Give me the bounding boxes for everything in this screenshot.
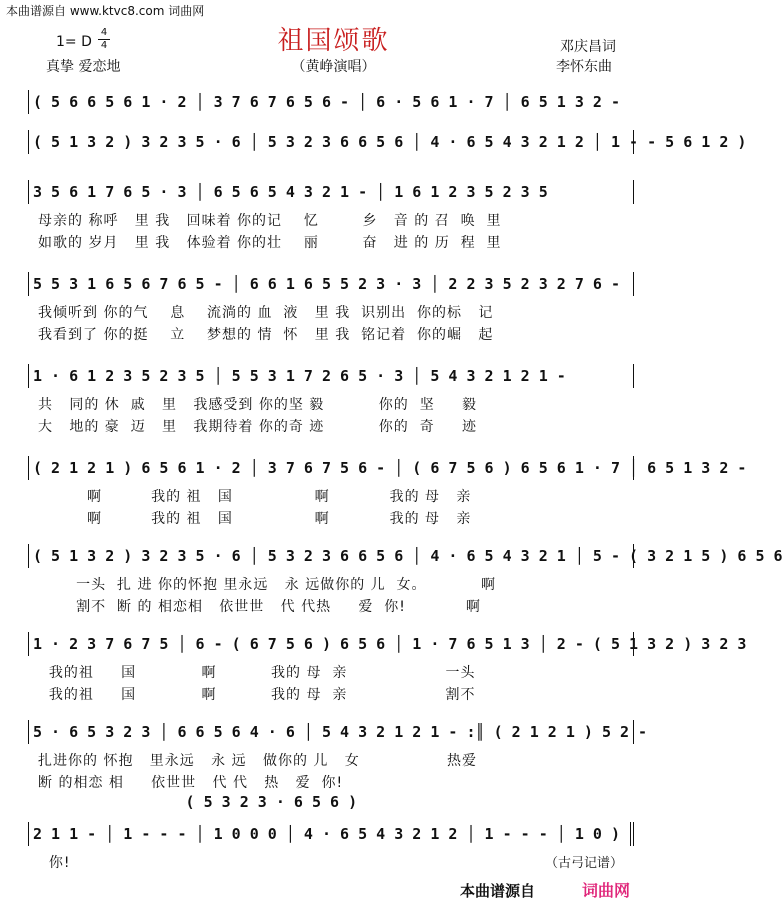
lyric-verse-2: 断 的相恋 相 依世世 代 代 热 爱 你!	[38, 775, 344, 791]
lyric-verse-2: 我看到了 你的挺 立 梦想的 情 怀 里 我 铭记着 你的崛 起	[38, 327, 494, 343]
tempo-mood: 真挚 爱恋地	[46, 59, 121, 75]
notation-line: ( 5 1 3 2 ) 3 2 3 5 · 6 │ 5 3 2 3 6 6 5 6 │ 4 · 6 5 4 3 2 1 2 │ 1 - - 5 6 1 2 )	[28, 130, 634, 154]
watermark-bottom-left: 本曲谱源自	[460, 882, 536, 900]
lyric-verse-2: 我的祖 国 啊 我的 母 亲 割不	[38, 687, 476, 703]
key-signature: 1= D	[56, 34, 92, 50]
notation-line: 1 · 2 3 7 6 7 5 │ 6 - ( 6 7 5 6 ) 6 5 6 │ 1 · 7 6 5 1 3 │ 2 - ( 5 1 3 2 ) 3 2 3	[28, 632, 634, 656]
lyric-verse-1: 共 同的 休 戚 里 我感受到 你的坚 毅 你的 坚 毅	[38, 397, 477, 413]
lyricist: 邓庆昌词	[560, 39, 616, 55]
lyric-verse-2: 如歌的 岁月 里 我 体验着 你的壮 丽 奋 进 的 历 程 里	[38, 235, 502, 251]
singer: （黄峥演唱）	[291, 59, 376, 75]
composer: 李怀东曲	[556, 59, 612, 75]
notation-line: ( 5 3 2 3 · 6 5 6 )	[32, 793, 358, 811]
lyric-verse-1: 扎进你的 怀抱 里永远 永 远 做你的 儿 女 热爱	[38, 753, 477, 769]
transcriber-credit: （古弓记谱）	[544, 856, 623, 871]
notation-line: 2 1 1 - │ 1 - - - │ 1 0 0 0 │ 4 · 6 5 4 3 2 1 2 │ 1 - - - │ 1 0 )	[28, 822, 634, 846]
lyric-verse-2: 啊 我的 祖 国 啊 我的 母 亲	[38, 511, 472, 527]
lyric-verse-1: 一头 扎 进 你的怀抱 里永远 永 远做你的 儿 女。 啊	[38, 577, 497, 593]
notation-line: ( 2 1 2 1 ) 6 5 6 1 · 2 │ 3 7 6 7 5 6 - │ ( 6 7 5 6 ) 6 5 6 1 · 7 │ 6 5 1 3 2 -	[28, 456, 634, 480]
time-signature	[98, 28, 110, 51]
notation-line: 3 5 6 1 7 6 5 · 3 │ 6 5 6 5 4 3 2 1 - │ 1 6 1 2 3 5 2 3 5	[28, 180, 634, 204]
notation-line: ( 5 6 6 5 6 1 · 2 │ 3 7 6 7 6 5 6 - │ 6 · 5 6 1 · 7 │ 6 5 1 3 2 -	[28, 90, 634, 114]
time-signature-top: 4	[100, 27, 108, 38]
notation-line: 5 5 3 1 6 5 6 7 6 5 - │ 6 6 1 6 5 5 2 3 · 3 │ 2 2 3 5 2 3 2 7 6 -	[28, 272, 634, 296]
notation-line: 5 · 6 5 3 2 3 │ 6 6 5 6 4 · 6 │ 5 4 3 2 1 2 1 - :║ ( 2 1 2 1 ) 5 2 -	[28, 720, 634, 744]
watermark-top: 本曲谱源自 www.ktvc8.com 词曲网	[6, 4, 205, 18]
lyric-verse-1: 母亲的 称呼 里 我 回味着 你的记 忆 乡 音 的 召 唤 里	[38, 213, 502, 229]
lyric-verse-2: 割不 断 的 相恋相 依世世 代 代热 爱 你! 啊	[38, 599, 481, 615]
time-signature-bottom: 4	[100, 40, 108, 51]
lyric-verse-1: 我倾听到 你的气 息 流淌的 血 液 里 我 识别出 你的标 记	[38, 305, 494, 321]
notation-line: 1 · 6 1 2 3 5 2 3 5 │ 5 5 3 1 7 2 6 5 · 3 │ 5 4 3 2 1 2 1 -	[28, 364, 634, 388]
song-title: 祖国颂歌	[277, 26, 390, 56]
watermark-bottom-right: 词曲网	[582, 881, 631, 900]
lyric-verse-1: 啊 我的 祖 国 啊 我的 母 亲	[38, 489, 472, 505]
notation-line: ( 5 1 3 2 ) 3 2 3 5 · 6 │ 5 3 2 3 6 6 5 6 │ 4 · 6 5 4 3 2 1 │ 5 - ( 3 2 1 5 ) 6 5 6	[28, 544, 634, 568]
lyric-verse-1: 你!	[38, 855, 71, 871]
lyric-verse-1: 我的祖 国 啊 我的 母 亲 一头	[38, 665, 476, 681]
lyric-verse-2: 大 地的 豪 迈 里 我期待着 你的奇 迹 你的 奇 迹	[38, 419, 477, 435]
